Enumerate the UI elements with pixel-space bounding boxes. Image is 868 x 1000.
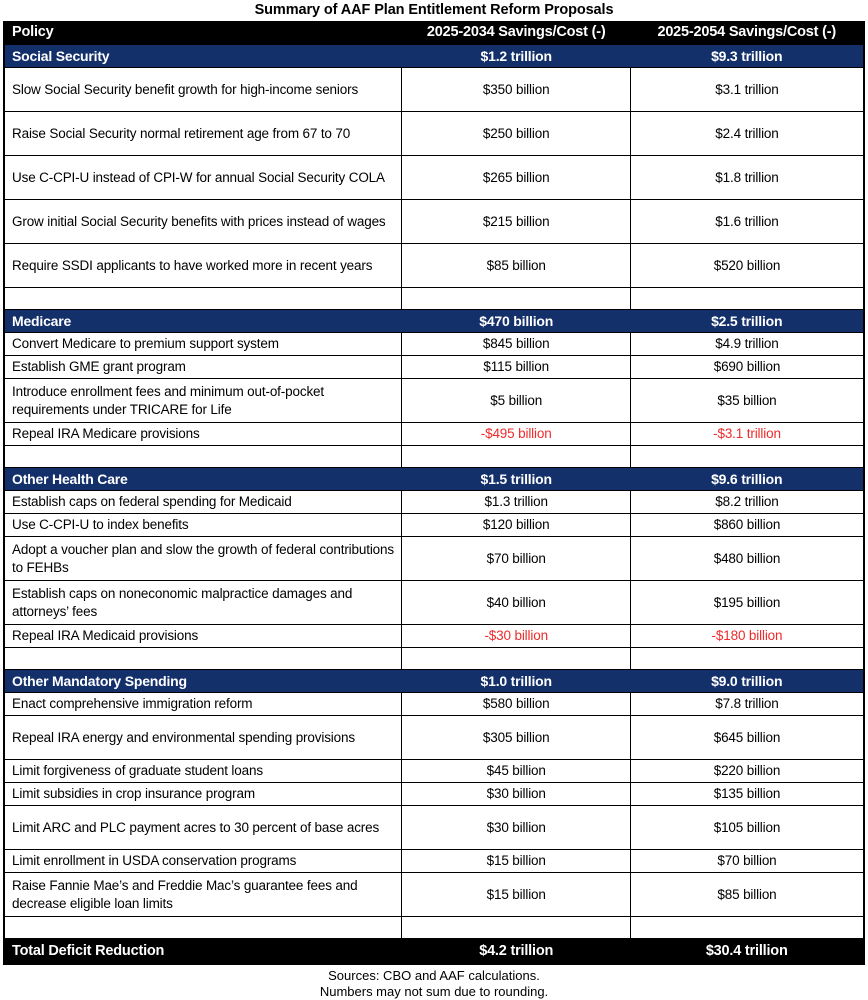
table-row (4, 806, 864, 850)
spacer-cell-v1 (402, 288, 631, 310)
total-value-2034: $4.2 trillion (402, 939, 631, 965)
table-row (4, 850, 864, 873)
table-row (4, 156, 864, 200)
footnote-line-2: Numbers may not sum due to rounding. (319, 984, 549, 999)
value-2054: $4.9 trillion (630, 333, 864, 356)
table-row (4, 68, 864, 112)
value-2054: $220 billion (630, 760, 864, 783)
spacer-cell-policy (4, 288, 402, 310)
table-section-row (4, 468, 864, 491)
entitlement-reform-table (3, 21, 865, 965)
table-row (4, 333, 864, 356)
value-2054: $135 billion (630, 783, 864, 806)
table-row (4, 491, 864, 514)
value-2054: -$180 billion (630, 625, 864, 648)
value-2054: $195 billion (630, 581, 864, 625)
policy-label: Slow Social Security benefit growth for high-income seniors (4, 68, 402, 112)
table-spacer-row (4, 446, 864, 468)
value-2054: $105 billion (630, 806, 864, 850)
value-2054: -$3.1 trillion (630, 423, 864, 446)
section-name: Social Security (4, 45, 402, 68)
value-2034: $250 billion (402, 112, 631, 156)
table-row (4, 356, 864, 379)
section-total-2054: $9.0 trillion (630, 670, 864, 693)
column-header-policy: Policy (4, 21, 402, 45)
spacer-cell-v2 (630, 648, 864, 670)
footnote-line-1: Sources: CBO and AAF calculations. (328, 968, 540, 983)
value-2034: $115 billion (402, 356, 631, 379)
table-row (4, 581, 864, 625)
policy-label: Establish GME grant program (4, 356, 402, 379)
value-2034: -$495 billion (402, 423, 631, 446)
table-section-row (4, 310, 864, 333)
policy-label: Use C-CPI-U instead of CPI-W for annual Social Security COLA (4, 156, 402, 200)
spacer-cell-v2 (630, 446, 864, 468)
section-total-2034: $1.5 trillion (402, 468, 631, 491)
table-section-row (4, 45, 864, 68)
spacer-cell-v1 (402, 648, 631, 670)
spacer-cell-v1 (402, 446, 631, 468)
table-header-row (4, 21, 864, 45)
value-2034: $265 billion (402, 156, 631, 200)
spacer-cell-policy (4, 917, 402, 939)
value-2034: $120 billion (402, 514, 631, 537)
section-total-2054: $2.5 trillion (630, 310, 864, 333)
section-name: Medicare (4, 310, 402, 333)
table-row (4, 693, 864, 716)
value-2034: $1.3 trillion (402, 491, 631, 514)
table-body (4, 21, 864, 964)
value-2034: $40 billion (402, 581, 631, 625)
table-row (4, 112, 864, 156)
policy-label: Establish caps on noneconomic malpractice damages and attorneys’ fees (4, 581, 402, 625)
table-spacer-row (4, 288, 864, 310)
policy-label: Limit ARC and PLC payment acres to 30 percent of base acres (4, 806, 402, 850)
value-2054: $8.2 trillion (630, 491, 864, 514)
policy-label: Grow initial Social Security benefits with prices instead of wages (4, 200, 402, 244)
total-value-2054: $30.4 trillion (630, 939, 864, 965)
table-total-row (4, 939, 864, 965)
value-2054: $860 billion (630, 514, 864, 537)
table-row (4, 537, 864, 581)
value-2034: $350 billion (402, 68, 631, 112)
section-name: Other Mandatory Spending (4, 670, 402, 693)
value-2054: $35 billion (630, 379, 864, 423)
table-row (4, 244, 864, 288)
spacer-cell-policy (4, 446, 402, 468)
section-total-2034: $470 billion (402, 310, 631, 333)
value-2054: $480 billion (630, 537, 864, 581)
value-2034: $30 billion (402, 806, 631, 850)
spacer-cell-v2 (630, 917, 864, 939)
column-header-savings-2054: 2025-2054 Savings/Cost (-) (630, 21, 864, 45)
table-row (4, 783, 864, 806)
value-2054: $7.8 trillion (630, 693, 864, 716)
value-2054: $70 billion (630, 850, 864, 873)
value-2034: $580 billion (402, 693, 631, 716)
section-total-2034: $1.2 trillion (402, 45, 631, 68)
policy-label: Raise Social Security normal retirement age from 67 to 70 (4, 112, 402, 156)
section-total-2034: $1.0 trillion (402, 670, 631, 693)
value-2054: $1.6 trillion (630, 200, 864, 244)
table-row (4, 379, 864, 423)
table-row (4, 514, 864, 537)
table-row (4, 873, 864, 917)
value-2034: $305 billion (402, 716, 631, 760)
total-label: Total Deficit Reduction (4, 939, 402, 965)
table-footnotes (0, 965, 868, 1000)
table-row (4, 760, 864, 783)
table-row (4, 200, 864, 244)
policy-label: Adopt a voucher plan and slow the growth of federal contributions to FEHBs (4, 537, 402, 581)
policy-label: Limit subsidies in crop insurance program (4, 783, 402, 806)
value-2054: $690 billion (630, 356, 864, 379)
value-2034: $30 billion (402, 783, 631, 806)
value-2034: -$30 billion (402, 625, 631, 648)
section-total-2054: $9.3 trillion (630, 45, 864, 68)
spacer-cell-policy (4, 648, 402, 670)
column-header-savings-2034: 2025-2034 Savings/Cost (-) (402, 21, 631, 45)
value-2054: $1.8 trillion (630, 156, 864, 200)
value-2034: $15 billion (402, 850, 631, 873)
policy-label: Establish caps on federal spending for Medicaid (4, 491, 402, 514)
policy-label: Limit forgiveness of graduate student loans (4, 760, 402, 783)
table-spacer-row (4, 917, 864, 939)
value-2034: $45 billion (402, 760, 631, 783)
policy-label: Raise Fannie Mae’s and Freddie Mac’s guarantee fees and decrease eligible loan limits (4, 873, 402, 917)
policy-label: Enact comprehensive immigration reform (4, 693, 402, 716)
value-2054: $645 billion (630, 716, 864, 760)
value-2054: $520 billion (630, 244, 864, 288)
policy-label: Limit enrollment in USDA conservation programs (4, 850, 402, 873)
value-2054: $2.4 trillion (630, 112, 864, 156)
policy-label: Repeal IRA Medicare provisions (4, 423, 402, 446)
policy-label: Require SSDI applicants to have worked more in recent years (4, 244, 402, 288)
value-2054: $3.1 trillion (630, 68, 864, 112)
value-2034: $845 billion (402, 333, 631, 356)
value-2034: $5 billion (402, 379, 631, 423)
policy-label: Repeal IRA Medicaid provisions (4, 625, 402, 648)
policy-label: Convert Medicare to premium support system (4, 333, 402, 356)
spacer-cell-v1 (402, 917, 631, 939)
policy-label: Repeal IRA energy and environmental spending provisions (4, 716, 402, 760)
value-2034: $15 billion (402, 873, 631, 917)
value-2034: $70 billion (402, 537, 631, 581)
policy-label: Introduce enrollment fees and minimum out-of-pocket requirements under TRICARE for Life (4, 379, 402, 423)
section-total-2054: $9.6 trillion (630, 468, 864, 491)
table-row (4, 423, 864, 446)
page-title: Summary of AAF Plan Entitlement Reform Proposals (254, 2, 614, 18)
table-row (4, 716, 864, 760)
table-row (4, 625, 864, 648)
spacer-cell-v2 (630, 288, 864, 310)
value-2034: $215 billion (402, 200, 631, 244)
section-name: Other Health Care (4, 468, 402, 491)
value-2054: $85 billion (630, 873, 864, 917)
value-2034: $85 billion (402, 244, 631, 288)
table-section-row (4, 670, 864, 693)
table-spacer-row (4, 648, 864, 670)
policy-label: Use C-CPI-U to index benefits (4, 514, 402, 537)
